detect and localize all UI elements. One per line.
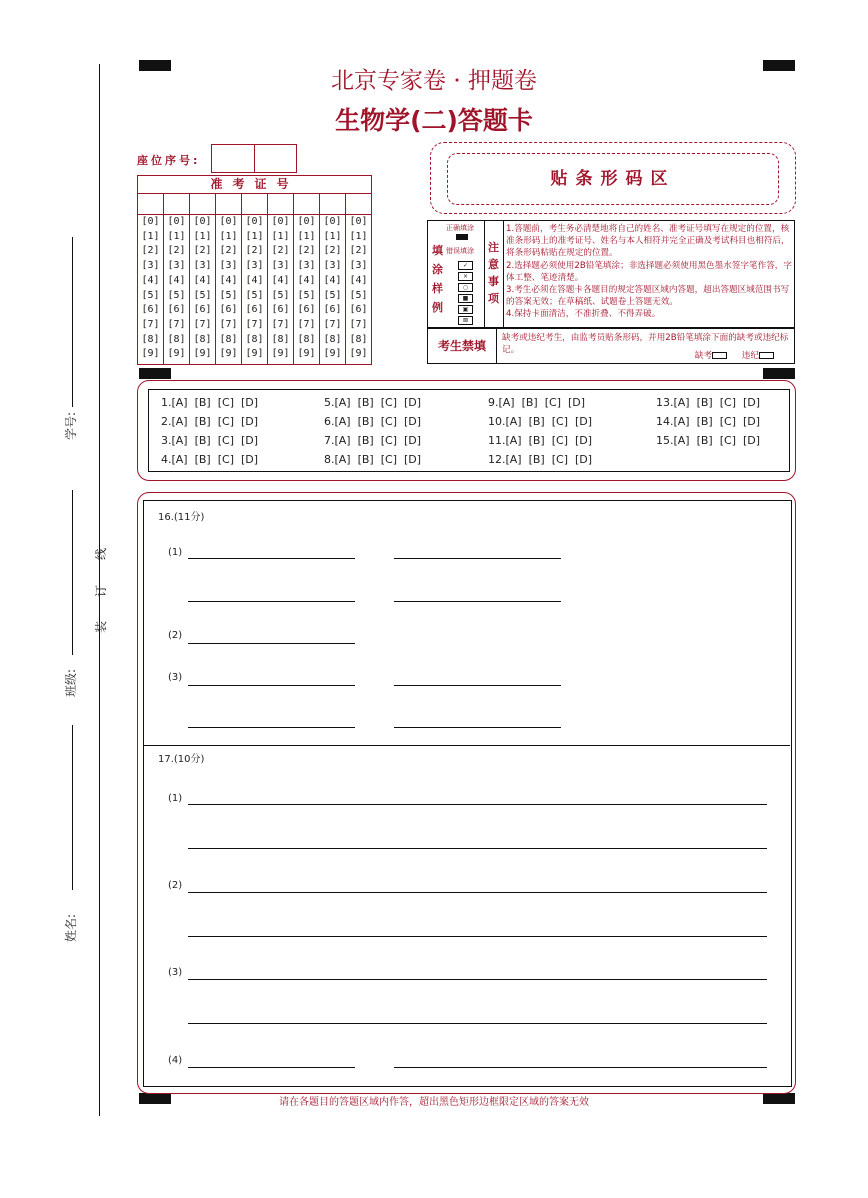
binding-char-ding: 订 [94,584,108,597]
choice-question[interactable]: 13.[A] [B] [C] [D] [656,396,761,409]
exam-id-digit-bubble[interactable]: [6] [193,304,212,316]
exam-id-digit-bubble[interactable]: [8] [323,333,342,345]
exam-id-digit-bubble[interactable]: [0] [219,216,238,227]
exam-id-digit-bubble[interactable]: [3] [271,260,290,272]
choice-question[interactable]: 1.[A] [B] [C] [D] [161,396,259,409]
exam-id-label: 准考证号 [138,176,371,194]
q16-answer-line[interactable] [188,643,355,644]
exam-id-digit-bubble[interactable]: [7] [193,318,212,330]
exam-id-digit-bubble[interactable]: [5] [245,289,264,301]
q16-answer-line[interactable] [394,601,561,602]
exam-id-digit-bubble[interactable]: [6] [349,304,368,316]
exam-id-column [242,194,268,364]
exam-id-digit-bubble[interactable]: [5] [323,289,342,301]
exam-id-digit-bubble[interactable]: [4] [297,274,316,286]
exam-id-digit-bubble[interactable]: [3] [323,260,342,272]
q17-answer-line[interactable] [188,1023,767,1024]
q16-part-3: (3) [168,672,183,683]
exam-id-digit-bubble[interactable]: [2] [297,245,316,257]
exam-id-digit-bubble[interactable]: [8] [219,333,238,345]
wrong-fill-sample: ⊠ [458,316,473,325]
exam-id-digit-bubble[interactable]: [5] [219,289,238,301]
exam-id-digit-bubble[interactable]: [2] [271,245,290,257]
q16-answer-line[interactable] [188,685,355,686]
exam-id-digit-bubble[interactable]: [6] [245,304,264,316]
exam-id-digit-bubble[interactable]: [1] [271,230,290,242]
exam-id-write-box[interactable] [242,194,267,215]
choice-question[interactable]: 7.[A] [B] [C] [D] [324,434,422,447]
exam-series-title: 北京专家卷 · 押题卷 [331,68,537,94]
exam-id-digit-bubble[interactable]: [1] [193,230,212,242]
exam-id-digit-bubble[interactable]: [7] [141,318,160,330]
q17-part-4: (4) [168,1055,183,1066]
footer-note: 请在各题目的答题区域内作答，超出黑色矩形边框限定区域的答案无效 [279,1097,589,1108]
exam-id-digit-bubble[interactable]: [1] [167,230,186,242]
exam-id-digit-bubble[interactable]: [3] [141,260,160,272]
q17-answer-line[interactable] [188,848,767,849]
exam-id-digit-bubble[interactable]: [1] [297,230,316,242]
q17-part-3: (3) [168,967,183,978]
student-no-line [72,237,73,407]
name-line [72,725,73,890]
exam-id-digit-bubble[interactable]: [6] [219,304,238,316]
student-no-label: 学号: [64,411,78,440]
fill-sample-label: 填涂样例 [432,244,443,314]
exam-id-digit-bubble[interactable]: [2] [141,245,160,257]
wrong-fill-sample: × [458,272,473,281]
instructions-panel [427,220,795,328]
answer-card-title: 生物学(二)答题卡 [335,106,533,135]
exam-id-digit-bubble[interactable]: [7] [167,318,186,330]
exam-id-digit-bubble[interactable]: [6] [141,304,160,316]
wrong-fill-sample: ✓ [458,261,473,270]
exam-id-write-box[interactable] [346,194,371,215]
exam-id-write-box[interactable] [294,194,319,215]
exam-id-digit-bubble[interactable]: [5] [193,289,212,301]
correct-fill-sample [456,234,468,240]
q17-part-1: (1) [168,793,183,804]
exam-id-digit-bubble[interactable]: [3] [219,260,238,272]
exam-id-digit-bubble[interactable]: [5] [167,289,186,301]
answer-section [143,500,792,1087]
exam-id-column [320,194,346,364]
question-16-title: 16.(11分) [158,512,205,523]
notice-item: 2.选择题必须使用2B铅笔填涂；非选择题必须使用黑色墨水签字笔作答，字体工整、笔迹清楚。 [506,260,792,283]
q16-answer-line[interactable] [394,685,561,686]
exam-id-digit-bubble[interactable]: [4] [323,274,342,286]
forbid-text: 缺考或违纪考生，由监考员贴条形码，并用2B铅笔填涂下面的缺考或违纪标记。 [502,333,789,355]
exam-id-digit-bubble[interactable]: [8] [271,333,290,345]
exam-id-digit-bubble[interactable]: [0] [245,216,264,227]
notice-item: 4.保持卡面清洁，不准折叠、不得弄破。 [506,309,661,320]
exam-id-digit-bubble[interactable]: [9] [323,348,342,360]
exam-id-write-box[interactable] [320,194,345,215]
choice-question[interactable]: 10.[A] [B] [C] [D] [488,415,593,428]
choice-question[interactable]: 15.[A] [B] [C] [D] [656,434,761,447]
choice-question[interactable]: 6.[A] [B] [C] [D] [324,415,422,428]
exam-id-digit-bubble[interactable]: [8] [349,333,368,345]
exam-id-digit-bubble[interactable]: [6] [323,304,342,316]
q17-answer-line[interactable] [188,892,767,893]
exam-id-digit-bubble[interactable]: [2] [167,245,186,257]
exam-id-column [216,194,242,364]
exam-id-digit-bubble[interactable]: [3] [167,260,186,272]
choice-question[interactable]: 2.[A] [B] [C] [D] [161,415,259,428]
alignment-mark [139,368,171,379]
q16-answer-line[interactable] [188,601,355,602]
q17-answer-line[interactable] [394,1067,767,1068]
q16-answer-line[interactable] [188,558,355,559]
q16-part-2: (2) [168,630,183,641]
exam-id-digit-bubble[interactable]: [2] [349,245,368,257]
exam-id-digit-bubble[interactable]: [8] [297,333,316,345]
exam-id-digit-bubble[interactable]: [9] [167,348,186,360]
exam-id-column [346,194,371,364]
exam-id-digit-bubble[interactable]: [9] [349,348,368,360]
exam-id-write-box[interactable] [190,194,215,215]
exam-id-digit-bubble[interactable]: [2] [193,245,212,257]
correct-fill-label: 正确填涂 [446,224,474,232]
exam-id-column [268,194,294,364]
barcode-area: 贴条形码区 [447,153,779,205]
exam-id-column [164,194,190,364]
exam-id-digit-bubble[interactable]: [0] [349,216,368,227]
exam-id-digit-bubble[interactable]: [9] [193,348,212,360]
exam-id-write-box[interactable] [138,194,163,215]
exam-id-digit-bubble[interactable]: [7] [219,318,238,330]
exam-id-digit-bubble[interactable]: [1] [323,230,342,242]
q17-answer-line[interactable] [188,979,767,980]
wrong-fill-sample: ▣ [458,305,473,314]
exam-id-digit-bubble[interactable]: [5] [141,289,160,301]
exam-id-digit-bubble[interactable]: [1] [349,230,368,242]
absent-label: 缺考 [694,351,713,361]
exam-id-digit-bubble[interactable]: [5] [297,289,316,301]
exam-id-grid [137,175,372,365]
choice-question[interactable]: 5.[A] [B] [C] [D] [324,396,422,409]
q16-answer-line[interactable] [188,727,355,728]
exam-id-digit-bubble[interactable]: [3] [193,260,212,272]
q16-answer-line[interactable] [394,558,561,559]
examinee-forbidden-panel [427,328,795,364]
exam-id-digit-bubble[interactable]: [7] [297,318,316,330]
exam-id-column [190,194,216,364]
choice-question[interactable]: 4.[A] [B] [C] [D] [161,453,259,466]
exam-id-column [138,194,164,364]
exam-id-digit-bubble[interactable]: [9] [297,348,316,360]
question-divider [143,745,790,746]
exam-id-digit-bubble[interactable]: [0] [193,216,212,227]
exam-id-digit-bubble[interactable]: [7] [271,318,290,330]
choice-section [148,389,790,472]
binding-char-xian: 线 [94,547,108,560]
exam-id-digit-bubble[interactable]: [1] [141,230,160,242]
exam-id-digit-bubble[interactable]: [9] [245,348,264,360]
exam-id-digit-bubble[interactable]: [8] [245,333,264,345]
exam-id-digit-bubble[interactable]: [6] [167,304,186,316]
q17-answer-line[interactable] [188,1067,355,1068]
name-label: 姓名: [64,913,78,942]
choice-question[interactable]: 11.[A] [B] [C] [D] [488,434,593,447]
exam-id-digit-bubble[interactable]: [9] [271,348,290,360]
exam-id-digit-bubble[interactable]: [3] [349,260,368,272]
exam-id-digit-bubble[interactable]: [4] [349,274,368,286]
forbid-label: 考生禁填 [428,329,497,363]
exam-id-digit-bubble[interactable]: [4] [193,274,212,286]
notice-item: 1.答题前，考生务必清楚地将自己的姓名、准考证号填写在规定的位置，核准条形码上的准考证号、姓名与本人相符并完全正确及考试科目也相符后，将条形码粘贴在规定的位置。 [506,224,790,259]
exam-id-digit-bubble[interactable]: [4] [141,274,160,286]
binding-char-zhuang: 装 [94,620,108,633]
q16-part-1: (1) [168,547,183,558]
choice-question[interactable]: 12.[A] [B] [C] [D] [488,453,593,466]
absent-checkbox[interactable] [712,352,727,359]
exam-id-digit-bubble[interactable]: [3] [297,260,316,272]
exam-id-write-box[interactable] [268,194,293,215]
exam-id-digit-bubble[interactable]: [8] [167,333,186,345]
exam-id-digit-bubble[interactable]: [0] [271,216,290,227]
q17-part-2: (2) [168,880,183,891]
exam-id-digit-bubble[interactable]: [7] [323,318,342,330]
q17-answer-line[interactable] [188,936,767,937]
class-label: 班级: [64,668,78,697]
wrong-fill-sample: ○ [458,283,473,292]
exam-id-digit-bubble[interactable]: [9] [219,348,238,360]
exam-id-digit-bubble[interactable]: [2] [323,245,342,257]
choice-question[interactable]: 9.[A] [B] [C] [D] [488,396,586,409]
exam-id-digit-bubble[interactable]: [7] [245,318,264,330]
q16-answer-line[interactable] [394,727,561,728]
exam-id-column [294,194,320,364]
exam-id-digit-bubble[interactable]: [6] [297,304,316,316]
notice-text [506,223,792,321]
question-17-title: 17.(10分) [158,754,205,765]
exam-id-digit-bubble[interactable]: [4] [219,274,238,286]
exam-id-digit-bubble[interactable]: [6] [271,304,290,316]
fill-sample [428,221,485,327]
exam-id-digit-bubble[interactable]: [5] [349,289,368,301]
exam-id-digit-bubble[interactable]: [8] [193,333,212,345]
exam-id-digit-bubble[interactable]: [9] [141,348,160,360]
seat-number-label: 座位序号: [137,154,201,167]
exam-id-digit-bubble[interactable]: [4] [167,274,186,286]
q17-answer-line[interactable] [188,804,767,805]
exam-id-digit-bubble[interactable]: [4] [245,274,264,286]
exam-id-digit-bubble[interactable]: [0] [323,216,342,227]
choice-question[interactable]: 3.[A] [B] [C] [D] [161,434,259,447]
alignment-mark [763,368,795,379]
exam-id-digit-bubble[interactable]: [0] [141,216,160,227]
violation-checkbox[interactable] [759,352,774,359]
exam-id-digit-bubble[interactable]: [4] [271,274,290,286]
choice-question[interactable]: 8.[A] [B] [C] [D] [324,453,422,466]
exam-id-digit-bubble[interactable]: [0] [167,216,186,227]
exam-id-digit-bubble[interactable]: [5] [271,289,290,301]
choice-question[interactable]: 14.[A] [B] [C] [D] [656,415,761,428]
exam-id-digit-bubble[interactable]: [7] [349,318,368,330]
wrong-fill-label: 错误填涂 [446,247,474,255]
exam-id-digit-bubble[interactable]: [2] [245,245,264,257]
wrong-fill-sample: ■ [458,294,473,303]
exam-id-digit-bubble[interactable]: [1] [245,230,264,242]
notice-item: 3.考生必须在答题卡各题目的规定答题区域内答题，超出答题区域范围书写的答案无效；在草稿纸、试题卷上答题无效。 [506,285,790,308]
violation-label: 违纪 [741,351,759,361]
notice-label: 注意事项 [488,241,499,305]
exam-id-write-box[interactable] [164,194,189,215]
exam-id-digit-bubble[interactable]: [8] [141,333,160,345]
exam-id-digit-bubble[interactable]: [1] [219,230,238,242]
exam-id-digit-bubble[interactable]: [0] [297,216,316,227]
exam-id-digit-bubble[interactable]: [2] [219,245,238,257]
seat-number-input[interactable] [211,144,297,173]
exam-id-write-box[interactable] [216,194,241,215]
exam-id-digit-bubble[interactable]: [3] [245,260,264,272]
class-line [72,490,73,655]
